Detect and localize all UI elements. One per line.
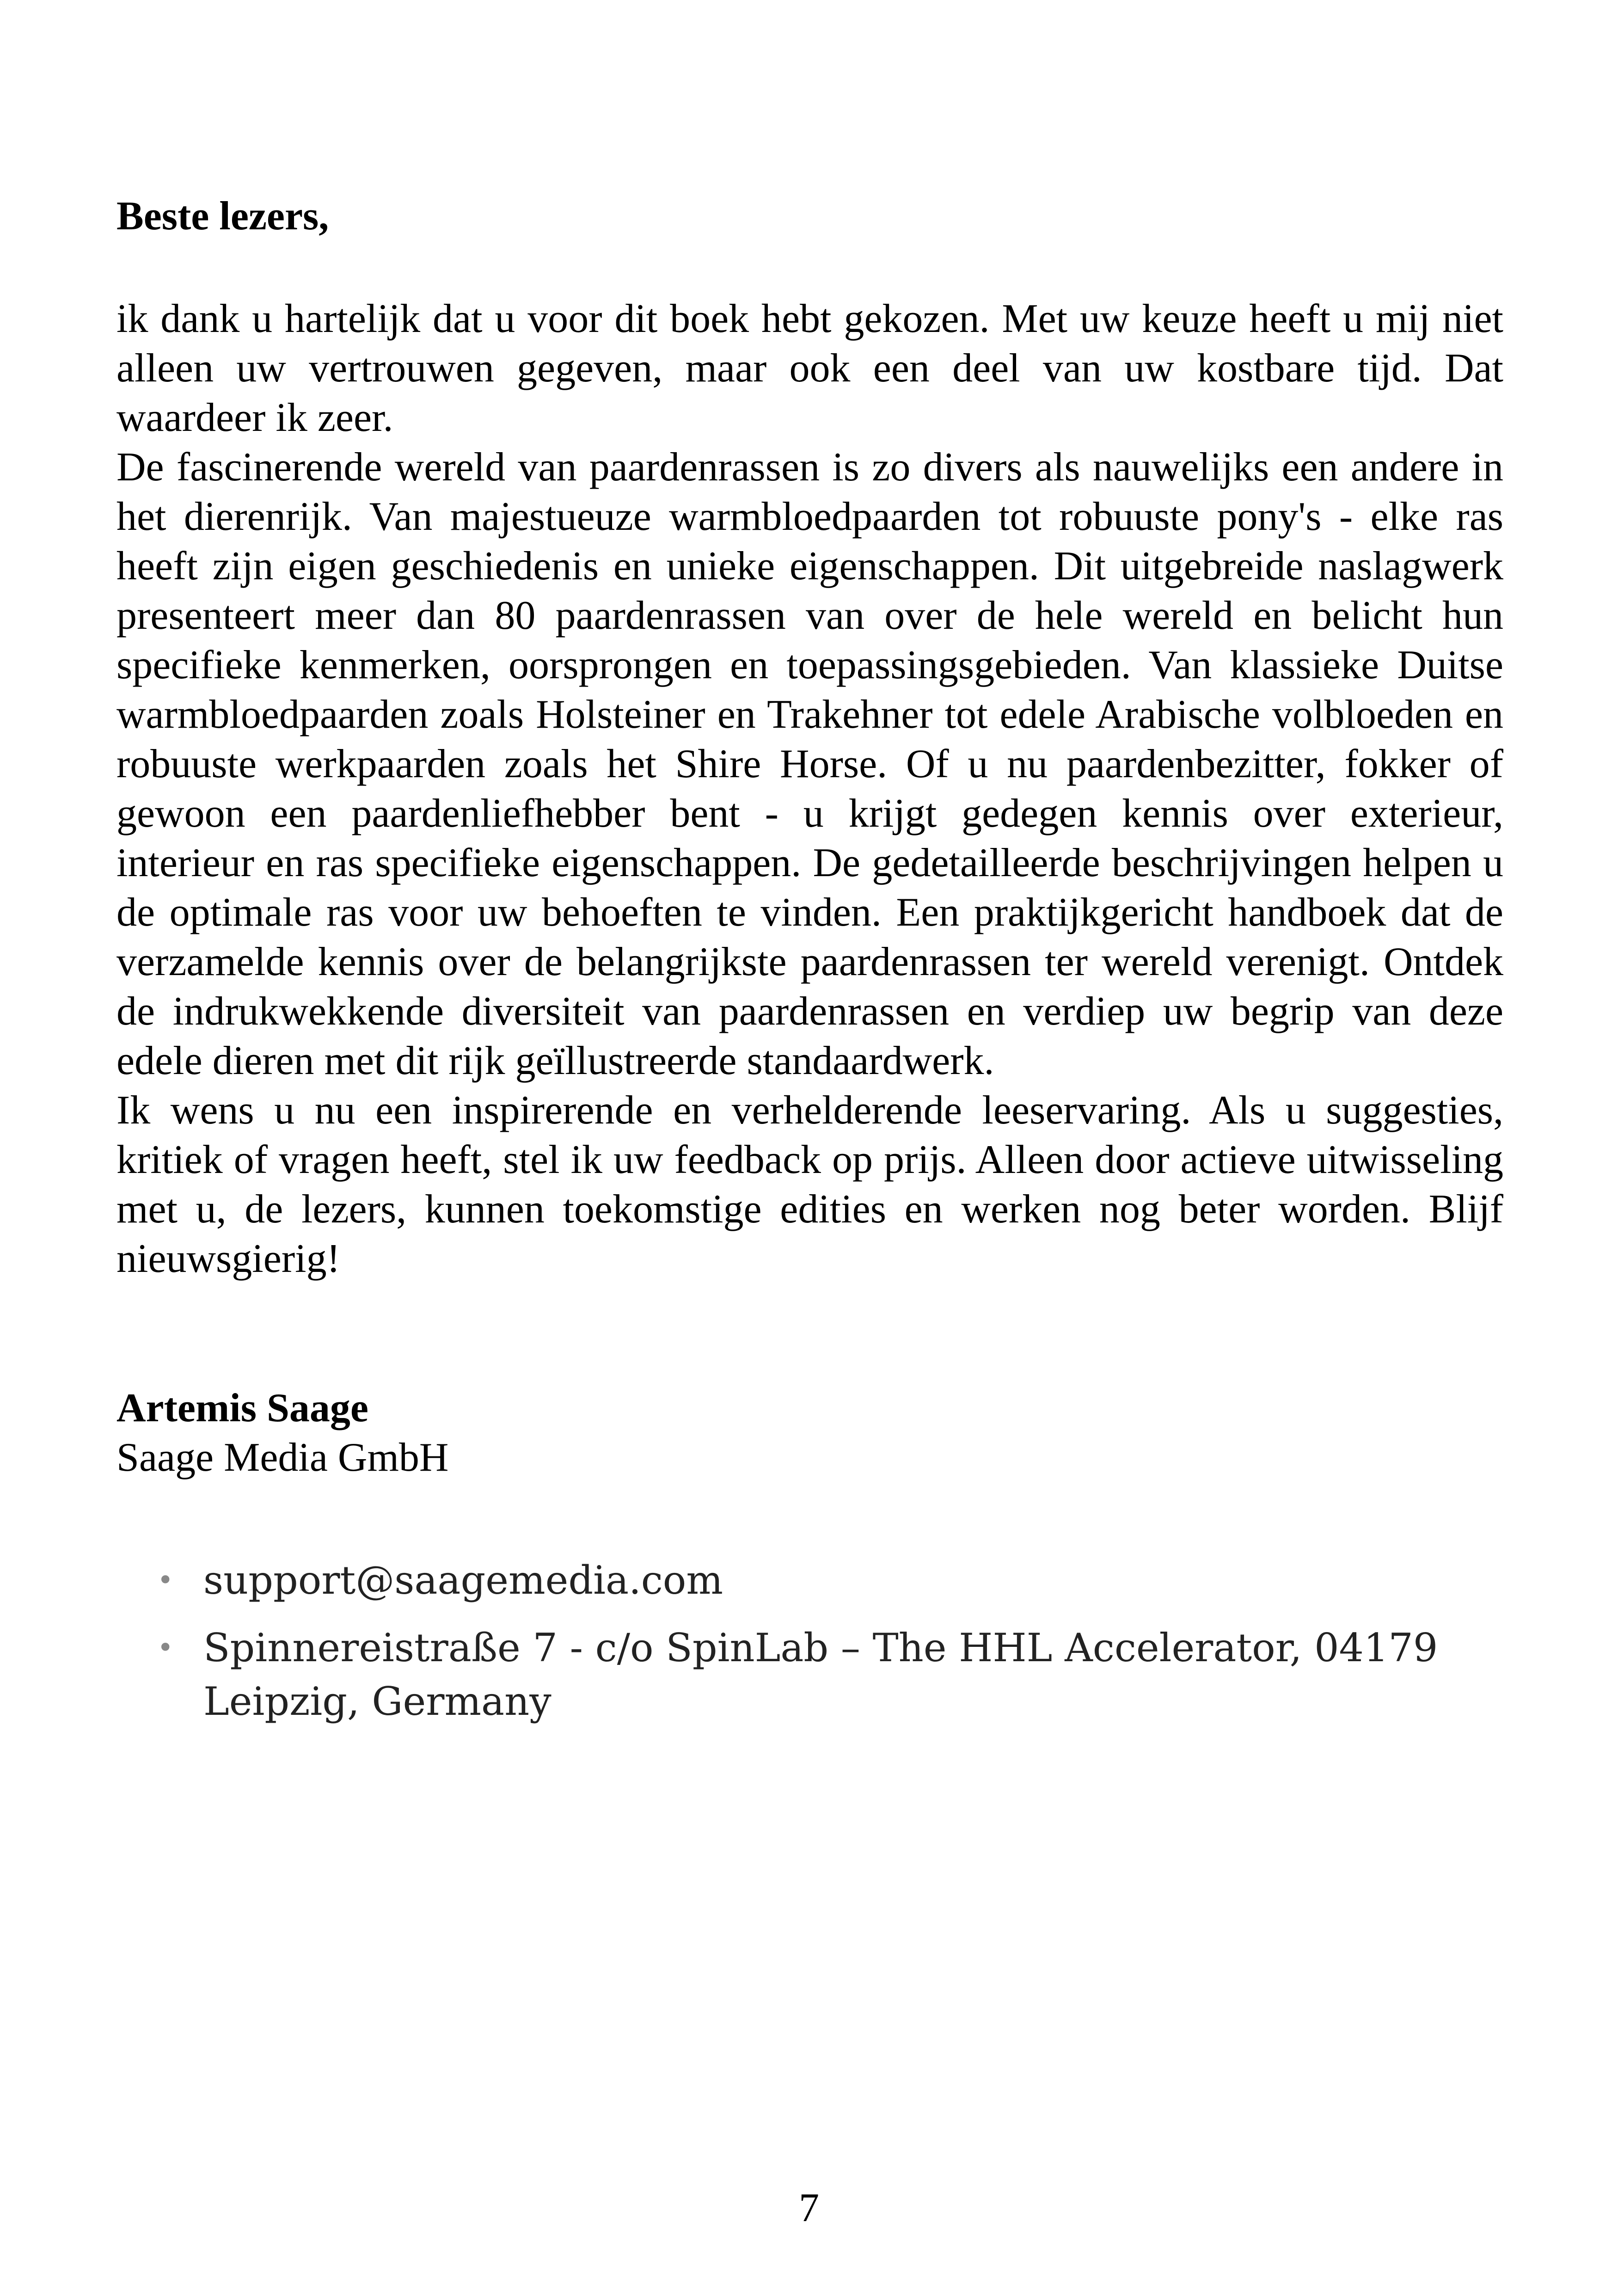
signature-name: Artemis Saage [116,1386,368,1430]
contact-email-item [157,1553,1498,1607]
bullet-icon: • [157,1632,174,1664]
paragraph-feedback: Ik wens u nu een inspirerende en verhelderende leeservaring. Als u suggesties, kritiek of vragen heeft, stel ik uw feedback op prijs. Alleen door actieve uitwisseling met u, de lezers, kunnen toekomstige edities en werken nog beter worden. Blijf nieuwsgierig! [116,1088,1503,1281]
signature-block [116,1383,448,1482]
page-number: 7 [799,2185,819,2230]
contact-list [157,1553,1498,1742]
letter-greeting: Beste lezers, [116,194,329,239]
bullet-icon: • [157,1564,174,1596]
letter-body [116,294,1503,1283]
signature-company: Saage Media GmbH [116,1435,449,1480]
contact-email[interactable]: support@saagemedia.com [203,1558,723,1603]
paragraph-thanks: ik dank u hartelijk dat u voor dit boek hebt gekozen. Met uw keuze heeft u mij niet alleen uw vertrouwen gegeven, maar ook een deel van uw kostbare tijd. Dat waardeer ik zeer. [116,296,1503,440]
paragraph-horse-breeds: De fascinerende wereld van paardenrassen is zo divers als nauwelijks een andere in het dierenrijk. Van majestueuze warmbloedpaarden tot robuuste pony's - elke ras heeft zijn eigen geschiedenis en unieke eigenschappen. Dit uitgebreide naslagwerk presenteert meer dan 80 paardenrassen van over de hele wereld en belicht hun specifieke kenmerken, oorsprongen en toepassingsgebieden. Van klassieke Duitse warmbloedpaarden zoals Holsteiner en Trakehner tot edele Arabische volbloeden en robuuste werkpaarden zoals het Shire Horse. Of u nu paardenbezitter, fokker of gewoon een paardenliefhebber bent - u krijgt gedegen kennis over exterieur, interieur en ras specifieke eigenschappen. De gedetailleerde beschrijvingen helpen u de optimale ras voor uw behoeften te vinden. Een praktijkgericht handboek dat de verzamelde kennis over de belangrijkste paardenrassen ter wereld verenigt. Ontdek de indrukwekkende diversiteit van paardenrassen en verdiep uw begrip van deze edele dieren met dit rijk geïllustreerde standaardwerk. [116,445,1503,1083]
contact-address-item [157,1621,1498,1728]
contact-address: Spinnereistraße 7 - c/o SpinLab – The HHL Accelerator, 04179 Leipzig, Germany [203,1625,1438,1724]
